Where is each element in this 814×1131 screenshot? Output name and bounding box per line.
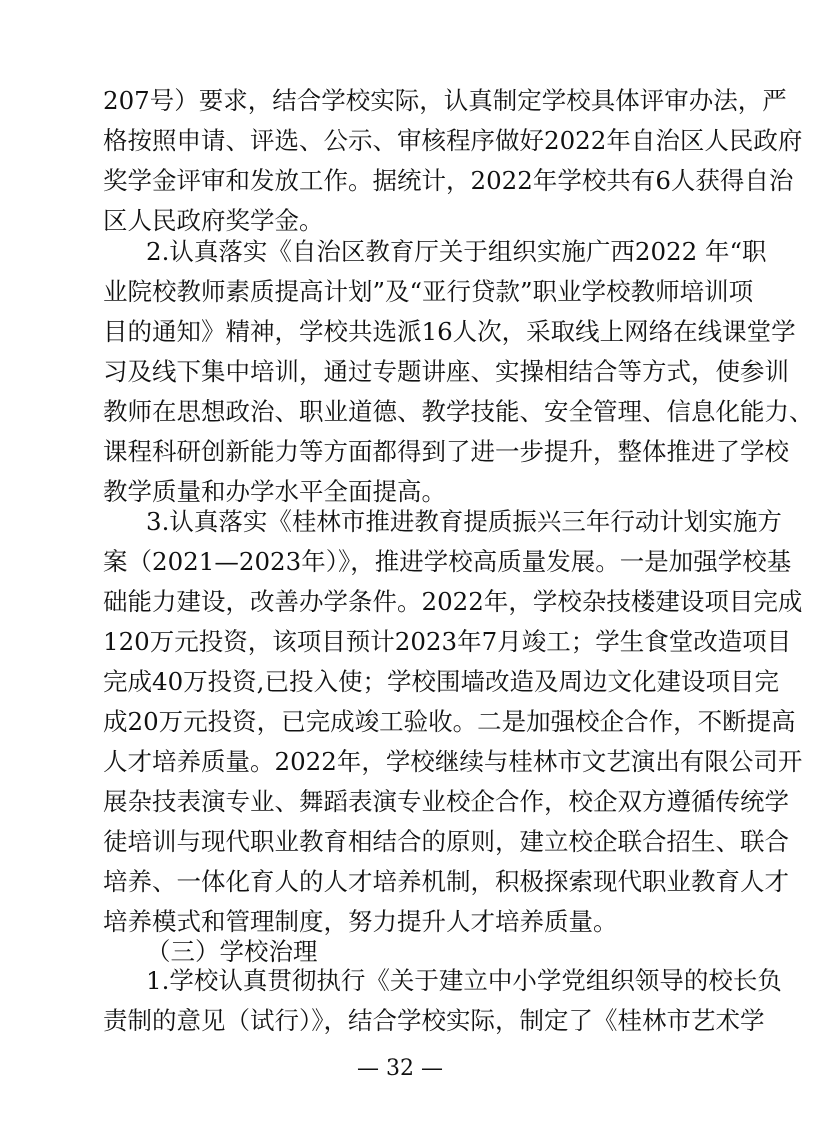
body-text-line: 人才培养质量。2022年，学校继续与桂林市文艺演出有限公司开	[103, 747, 803, 776]
section-heading: （三）学校治理	[146, 937, 318, 966]
body-text-line: 教师在思想政治、职业道德、教学技能、安全管理、信息化能力、	[103, 397, 814, 426]
body-text-line: 207号）要求，结合学校实际，认真制定学校具体评审办法，严	[103, 86, 787, 115]
body-text-line: 案（2021—2023年）》，推进学校高质量发展。一是加强学校基	[103, 547, 792, 576]
body-text-line: 展杂技表演专业、舞蹈表演专业校企合作，校企双方遵循传统学	[103, 787, 789, 816]
body-text-line: 培养模式和管理制度，努力提升人才培养质量。	[103, 907, 618, 936]
body-text-line: 业院校教师素质提高计划”及“亚行贷款”职业学校教师培训项	[103, 277, 754, 306]
body-text-line: 120万元投资，该项目预计2023年7月竣工；学生食堂改造项目	[103, 627, 792, 656]
body-text-line: 课程科研创新能力等方面都得到了进一步提升，整体推进了学校	[103, 437, 789, 466]
body-text-line: 成20万元投资，已完成竣工验收。二是加强校企合作，不断提高	[103, 707, 796, 736]
paragraph-first-line: 3.认真落实《桂林市推进教育提质振兴三年行动计划实施方	[146, 507, 782, 536]
body-text-line: 格按照申请、评选、公示、审核程序做好2022年自治区人民政府	[103, 126, 803, 155]
body-text-line: 责制的意见（试行）》，结合学校实际，制定了《桂林市艺术学	[103, 1006, 765, 1035]
body-text-line: 础能力建设，改善办学条件。2022年，学校杂技楼建设项目完成	[103, 587, 803, 616]
body-text-line: 奖学金评审和发放工作。据统计，2022年学校共有6人获得自治	[103, 166, 794, 195]
paragraph-first-line: 2.认真落实《自治区教育厅关于组织实施广西2022 年“职	[146, 237, 767, 266]
paragraph-first-line: 1.学校认真贯彻执行《关于建立中小学党组织领导的校长负	[146, 966, 782, 995]
body-text-line: 完成40万投资,已投入使；学校围墙改造及周边文化建设项目完	[103, 667, 779, 696]
page-number: — 32 —	[357, 1056, 443, 1081]
body-text-line: 习及线下集中培训，通过专题讲座、实操相结合等方式，使参训	[103, 357, 789, 386]
body-text-line: 培养、一体化育人的人才培养机制，积极探索现代职业教育人才	[103, 867, 789, 896]
body-text-line: 区人民政府奖学金。	[103, 206, 324, 235]
body-text-line: 目的通知》精神，学校共选派16人次，采取线上网络在线课堂学	[103, 317, 796, 346]
body-text-line: 徒培训与现代职业教育相结合的原则，建立校企联合招生、联合	[103, 827, 789, 856]
body-text-line: 教学质量和办学水平全面提高。	[103, 477, 446, 506]
